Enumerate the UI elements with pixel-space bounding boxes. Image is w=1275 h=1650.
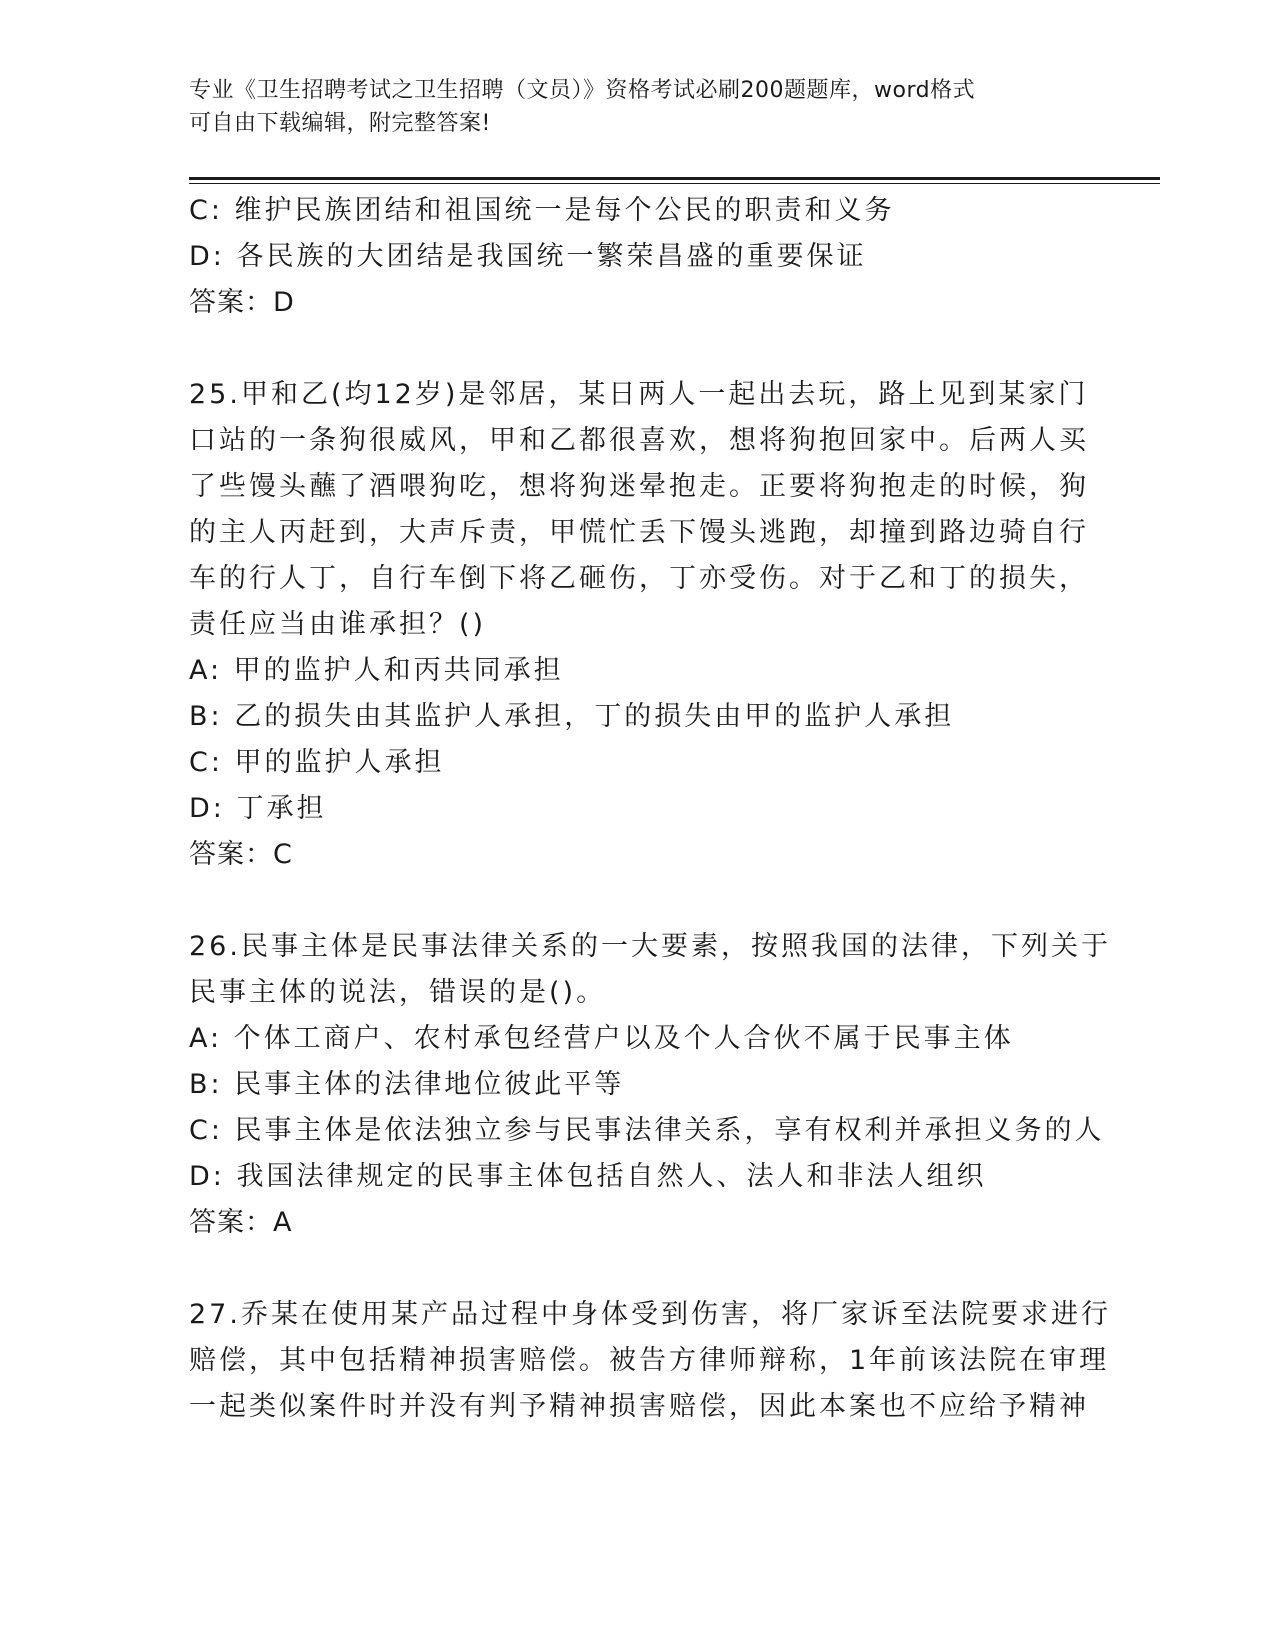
option-a: A: 个体工商户、农村承包经营户以及个人合伙不属于民事主体: [189, 1023, 1014, 1054]
question-stem-line: 赔偿，其中包括精神损害赔偿。被告方律师辩称，1年前该法院在审理: [189, 1345, 1110, 1376]
question-26: [189, 924, 1111, 1246]
header-line-2: 可自由下载编辑，附完整答案!: [189, 111, 491, 136]
question-stem-line: 的主人丙赶到，大声斥责，甲慌忙丢下馒头逃跑，却撞到路边骑自行: [189, 517, 1089, 548]
page-header: [189, 74, 1089, 140]
option-c: C: 民事主体是依法独立参与民事法律关系，享有权利并承担义务的人: [189, 1115, 1105, 1146]
header-divider-thick: [189, 177, 1160, 180]
question-stem-line: 一起类似案件时并没有判予精神损害赔偿，因此本案也不应给予精神: [189, 1391, 1089, 1422]
option-d: D: 各民族的大团结是我国统一繁荣昌盛的重要保证: [189, 241, 867, 272]
option-a: A: 甲的监护人和丙共同承担: [189, 655, 564, 686]
question-stem-line: 口站的一条狗很威风，甲和乙都很喜欢，想将狗抱回家中。后两人买: [189, 425, 1089, 456]
option-c: C: 维护民族团结和祖国统一是每个公民的职责和义务: [189, 195, 895, 226]
document-body: [189, 188, 1111, 1430]
option-b: B: 民事主体的法律地位彼此平等: [189, 1069, 625, 1100]
question-stem-line: 责任应当由谁承担？(): [189, 609, 487, 640]
previous-question-tail: [189, 188, 1089, 326]
option-b: B: 乙的损失由其监护人承担，丁的损失由甲的监护人承担: [189, 701, 955, 732]
question-25: [189, 372, 1089, 878]
answer-line: 答案：C: [189, 839, 293, 870]
header-line-1: 专业《卫生招聘考试之卫生招聘（文员）》资格考试必刷200题题库，word格式: [189, 78, 976, 103]
header-divider-thin: [189, 183, 1160, 184]
question-stem-line: 民事主体的说法，错误的是()。: [189, 977, 607, 1008]
answer-line: 答案：D: [189, 287, 295, 318]
question-stem-line: 了些馒头蘸了酒喂狗吃，想将狗迷晕抱走。正要将狗抱走的时候，狗: [189, 471, 1089, 502]
question-27: [189, 1292, 1111, 1430]
question-stem-line: 27.乔某在使用某产品过程中身体受到伤害，将厂家诉至法院要求进行: [189, 1299, 1111, 1330]
question-stem-line: 25.甲和乙(均12岁)是邻居，某日两人一起出去玩，路上见到某家门: [189, 379, 1089, 410]
option-c: C: 甲的监护人承担: [189, 747, 445, 778]
question-stem-line: 26.民事主体是民事法律关系的一大要素，按照我国的法律，下列关于: [189, 931, 1111, 962]
answer-line: 答案：A: [189, 1207, 293, 1238]
option-d: D: 我国法律规定的民事主体包括自然人、法人和非法人组织: [189, 1161, 987, 1192]
option-d: D: 丁承担: [189, 793, 327, 824]
question-stem-line: 车的行人丁，自行车倒下将乙砸伤，丁亦受伤。对于乙和丁的损失，: [189, 563, 1089, 594]
